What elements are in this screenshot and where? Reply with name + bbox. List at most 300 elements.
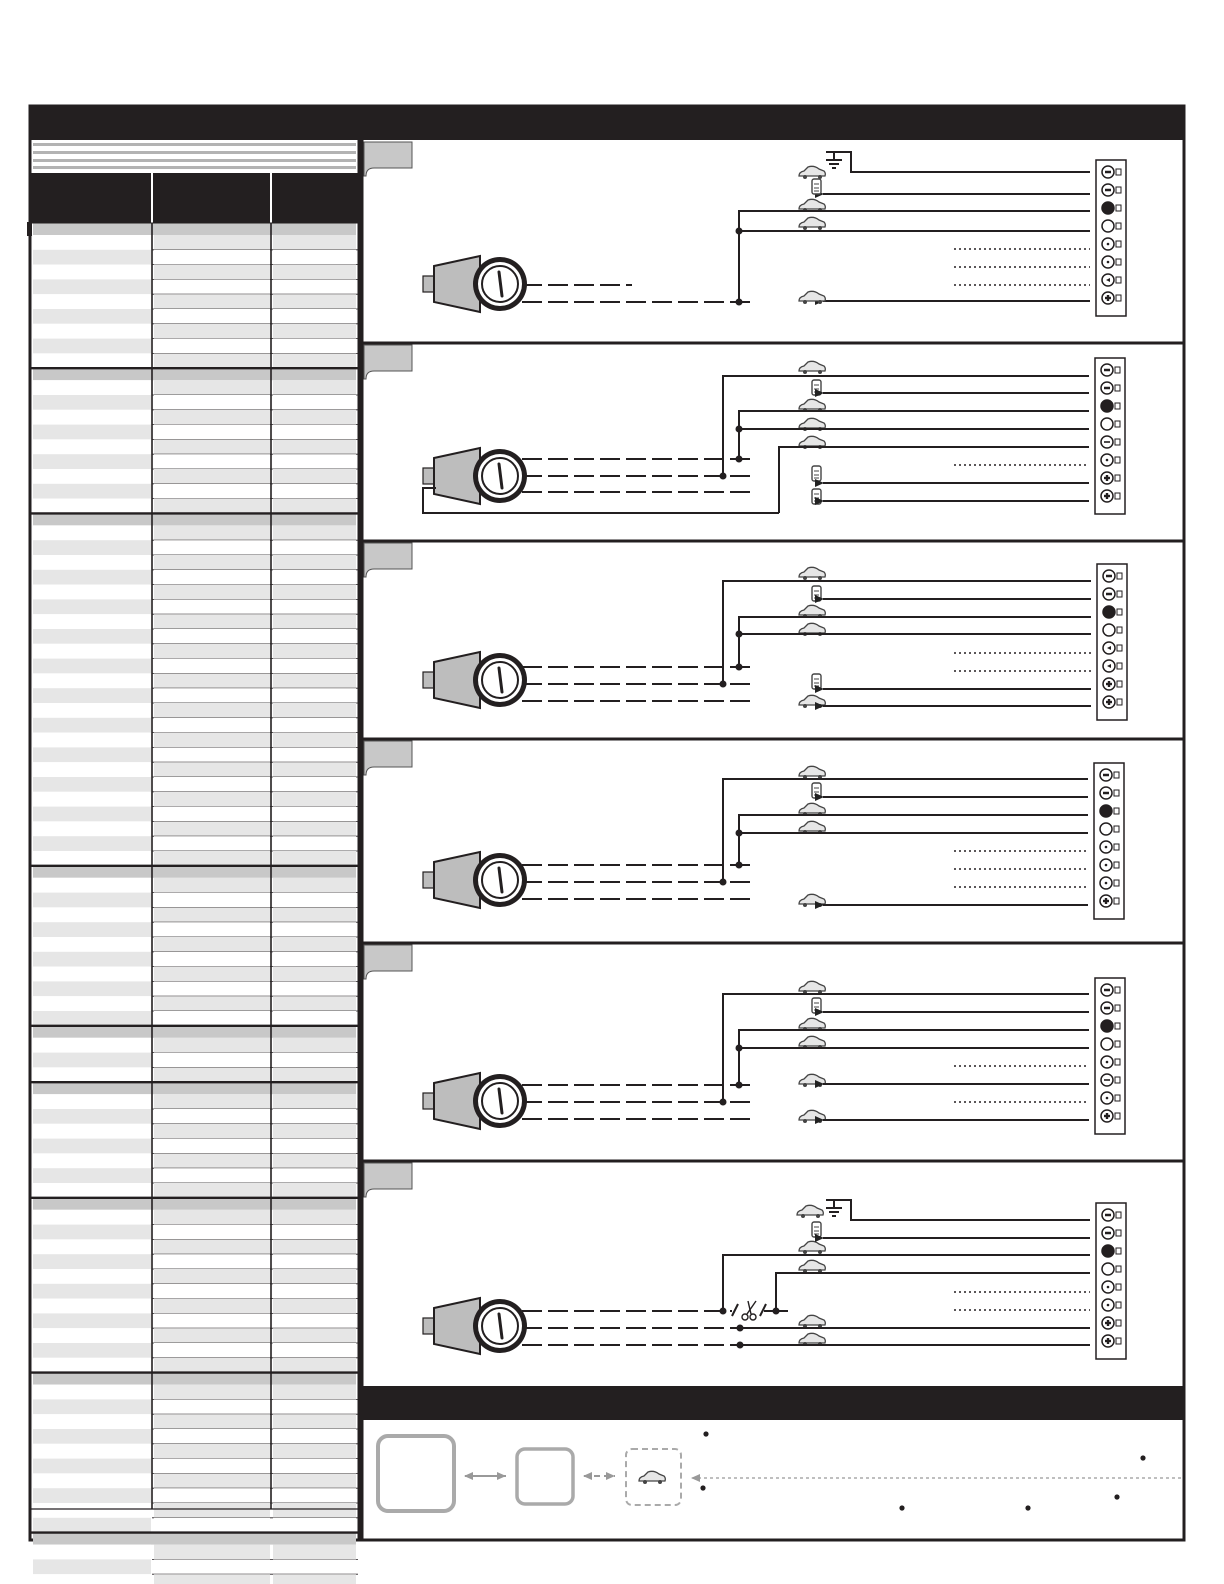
table-row	[33, 540, 151, 555]
remote-icon	[812, 466, 821, 481]
table-row	[33, 1444, 151, 1459]
table-row	[273, 324, 356, 339]
terminal-tab	[1115, 385, 1120, 391]
table-row	[33, 1038, 151, 1053]
terminal-tab	[1117, 591, 1122, 597]
wire	[723, 779, 1088, 883]
table-row	[33, 1254, 151, 1269]
panel-1	[364, 142, 1126, 316]
car-icon	[799, 418, 825, 428]
table-row	[33, 585, 151, 600]
splice-dot	[736, 299, 743, 306]
splice-dot	[736, 862, 743, 869]
table-row	[154, 967, 270, 982]
table-row	[154, 1559, 270, 1574]
splice-dot	[737, 1342, 744, 1349]
car-icon	[803, 226, 807, 230]
terminal-tab	[1116, 205, 1121, 211]
remote-icon	[812, 998, 821, 1013]
splice-dot	[720, 1099, 727, 1106]
table-row	[33, 469, 151, 484]
table-group-header	[33, 513, 356, 525]
table-row	[33, 1183, 151, 1198]
table-group-header	[33, 368, 356, 380]
table-row	[33, 425, 151, 440]
terminal-tab	[1115, 1023, 1120, 1029]
table-row	[154, 836, 270, 851]
table-row	[154, 1488, 270, 1503]
table-row	[33, 878, 151, 893]
car-icon	[799, 361, 825, 371]
terminal-tab	[1114, 826, 1119, 832]
table-row	[33, 1109, 151, 1124]
table-row	[154, 1011, 270, 1026]
terminal-tab	[1117, 627, 1122, 633]
table-row	[273, 733, 356, 748]
table-row	[33, 1139, 151, 1154]
table-row	[33, 718, 151, 733]
table-row	[273, 1518, 356, 1533]
car-icon	[799, 981, 825, 991]
table-row	[154, 484, 270, 499]
table-row	[33, 1429, 151, 1444]
table-row	[273, 659, 356, 674]
car-icon	[799, 217, 825, 227]
terminal-filled-icon	[1102, 202, 1114, 214]
car-icon	[818, 1119, 822, 1123]
table-row	[33, 1011, 151, 1026]
car-icon	[799, 695, 825, 705]
car-icon	[799, 1315, 825, 1325]
table-row	[273, 235, 356, 250]
table-row	[273, 922, 356, 937]
table-row	[154, 265, 270, 280]
remote-icon	[812, 489, 821, 504]
ground-wire	[826, 1200, 1090, 1220]
table-row	[154, 1545, 270, 1560]
car-icon	[799, 766, 825, 776]
car-icon	[799, 1241, 825, 1251]
table-row	[273, 1225, 356, 1240]
table-row	[33, 807, 151, 822]
terminal-tab	[1116, 1338, 1121, 1344]
cut-mark	[732, 1304, 738, 1316]
table-row	[33, 235, 151, 250]
terminal-tab	[1116, 1248, 1121, 1254]
table-row	[273, 981, 356, 996]
table-row	[33, 1574, 151, 1584]
terminal-icon	[1101, 418, 1113, 430]
table-group-header	[33, 866, 356, 878]
terminal-tab	[1117, 663, 1122, 669]
table-row	[33, 324, 151, 339]
bullet-dot	[1140, 1455, 1145, 1460]
splice-dot	[736, 1045, 743, 1052]
table-row	[154, 851, 270, 866]
left-table-header-bar	[30, 106, 359, 140]
splice-dot	[736, 830, 743, 837]
table-row	[33, 937, 151, 952]
table-row	[33, 484, 151, 499]
terminal-icon	[1100, 823, 1112, 835]
table-row	[33, 1358, 151, 1373]
table-row	[154, 1459, 270, 1474]
table-row	[33, 1313, 151, 1328]
wire	[739, 815, 1088, 866]
car-icon	[658, 1480, 662, 1484]
panel-tab	[364, 345, 412, 379]
table-row	[273, 1343, 356, 1358]
table-row	[33, 1459, 151, 1474]
table-row	[154, 762, 270, 777]
panel-tab	[364, 1163, 412, 1197]
table-row	[154, 1313, 270, 1328]
table-row	[273, 380, 356, 395]
diagram-panels	[362, 142, 1184, 1359]
table-row	[273, 1358, 356, 1373]
splice-dot	[736, 664, 743, 671]
table-row	[273, 1038, 356, 1053]
terminal-dot-icon	[1107, 1304, 1110, 1307]
bullet-dot	[1114, 1494, 1119, 1499]
table-row	[273, 1284, 356, 1299]
terminal-tab	[1114, 790, 1119, 796]
table-row	[154, 279, 270, 294]
panel-4	[362, 739, 1184, 919]
terminal-tab	[1115, 1041, 1120, 1047]
left-table	[27, 106, 359, 1584]
table-row	[33, 1053, 151, 1068]
table-group-header	[33, 223, 356, 235]
table-row	[33, 836, 151, 851]
car-icon	[797, 1205, 823, 1215]
table-row	[273, 1254, 356, 1269]
terminal-dot-icon	[1106, 459, 1109, 462]
table-row	[273, 792, 356, 807]
adapter-box	[517, 1449, 573, 1504]
car-icon	[799, 623, 825, 633]
table-row	[154, 747, 270, 762]
table-row	[273, 1473, 356, 1488]
car-icon	[799, 199, 825, 209]
left-table-stripes	[33, 143, 356, 169]
table-row	[33, 851, 151, 866]
table-row	[154, 309, 270, 324]
car-icon	[818, 1083, 822, 1087]
table-row	[273, 1269, 356, 1284]
table-row	[273, 439, 356, 454]
terminal-tab	[1116, 1320, 1121, 1326]
car-icon	[799, 1074, 825, 1084]
car-icon	[799, 1110, 825, 1120]
table-row	[154, 353, 270, 368]
table-row	[33, 1503, 151, 1518]
wire	[723, 1255, 1090, 1310]
terminal-tab	[1115, 475, 1120, 481]
terminal-dot-icon	[1105, 882, 1108, 885]
car-icon	[803, 1250, 807, 1254]
table-row	[273, 878, 356, 893]
terminal-dot-icon	[1105, 846, 1108, 849]
terminal-icon	[1102, 1263, 1114, 1275]
table-row	[33, 659, 151, 674]
table-group-header	[33, 1533, 356, 1545]
table-row	[33, 1284, 151, 1299]
table-row	[33, 792, 151, 807]
table-row	[154, 644, 270, 659]
table-row	[154, 1518, 270, 1533]
table-row	[154, 324, 270, 339]
table-row	[273, 718, 356, 733]
bullet-dot	[899, 1505, 904, 1510]
table-row	[273, 410, 356, 425]
table-row	[33, 777, 151, 792]
left-table-rows	[31, 223, 358, 1584]
table-row	[273, 599, 356, 614]
terminal-filled-icon	[1103, 606, 1115, 618]
table-group-header	[33, 1198, 356, 1210]
splice-dot	[736, 426, 743, 433]
table-row	[273, 540, 356, 555]
table-row	[154, 907, 270, 922]
terminal-tab	[1115, 493, 1120, 499]
table-row	[273, 279, 356, 294]
table-row	[273, 1559, 356, 1574]
wire	[739, 411, 1089, 460]
panel-6	[362, 1161, 1184, 1359]
terminal-dot-icon	[1107, 1286, 1110, 1289]
terminal-tab	[1115, 1095, 1120, 1101]
table-row	[33, 629, 151, 644]
table-row	[273, 1503, 356, 1518]
terminal-tab	[1115, 421, 1120, 427]
table-row	[154, 688, 270, 703]
table-row	[273, 893, 356, 908]
table-row	[273, 1210, 356, 1225]
table-row	[273, 1299, 356, 1314]
table-row	[154, 718, 270, 733]
table-row	[33, 1328, 151, 1343]
table-row	[273, 1239, 356, 1254]
table-row	[33, 907, 151, 922]
table-row	[154, 893, 270, 908]
terminal-tab	[1114, 862, 1119, 868]
table-row	[33, 1545, 151, 1560]
terminal-filled-icon	[1100, 805, 1112, 817]
table-row	[154, 821, 270, 836]
table-row	[273, 339, 356, 354]
remote-icon	[812, 179, 821, 194]
table-row	[33, 380, 151, 395]
table-row	[154, 410, 270, 425]
table-row	[154, 807, 270, 822]
table-group-header	[33, 1373, 356, 1385]
scissors-icon	[742, 1314, 748, 1320]
table-row	[154, 659, 270, 674]
wire	[779, 447, 1089, 513]
table-row	[273, 484, 356, 499]
table-row	[154, 1094, 270, 1109]
table-row	[273, 1399, 356, 1414]
table-row	[154, 294, 270, 309]
table-row	[33, 1385, 151, 1400]
car-icon	[799, 821, 825, 831]
table-row	[273, 1183, 356, 1198]
panel-3	[362, 541, 1184, 720]
table-row	[33, 1473, 151, 1488]
left-table-column-header	[30, 173, 359, 223]
table-row	[33, 1094, 151, 1109]
table-row	[33, 1559, 151, 1574]
splice-dot	[720, 1308, 727, 1315]
bullet-dot	[700, 1485, 705, 1490]
table-row	[154, 1109, 270, 1124]
table-row	[33, 981, 151, 996]
table-row	[33, 1414, 151, 1429]
bullet-dot	[703, 1431, 708, 1436]
table-row	[33, 1168, 151, 1183]
table-row	[273, 1444, 356, 1459]
terminal-tab	[1116, 223, 1121, 229]
table-row	[273, 1139, 356, 1154]
table-row	[273, 499, 356, 514]
car-icon	[799, 605, 825, 615]
table-row	[154, 599, 270, 614]
table-row	[273, 996, 356, 1011]
wire	[739, 1030, 1089, 1086]
table-row	[33, 1239, 151, 1254]
table-group-header	[33, 1026, 356, 1038]
car-icon	[818, 300, 822, 304]
table-row	[33, 1299, 151, 1314]
table-row	[154, 1503, 270, 1518]
terminal-tab	[1115, 1077, 1120, 1083]
table-row	[33, 1518, 151, 1533]
table-row	[33, 1488, 151, 1503]
splice-dot	[736, 631, 743, 638]
table-row	[154, 733, 270, 748]
table-row	[273, 967, 356, 982]
terminal-tab	[1115, 457, 1120, 463]
terminal-dot-icon	[1107, 243, 1110, 246]
car-icon	[799, 1333, 825, 1343]
footer-header-bar	[362, 1386, 1184, 1420]
table-row	[273, 644, 356, 659]
terminal-tab	[1114, 880, 1119, 886]
terminal-tab	[1114, 808, 1119, 814]
table-row	[33, 762, 151, 777]
terminal-tab	[1116, 259, 1121, 265]
table-row	[273, 614, 356, 629]
car-icon	[799, 894, 825, 904]
table-row	[154, 1225, 270, 1240]
table-row	[273, 629, 356, 644]
table-row	[154, 570, 270, 585]
table-row	[33, 1067, 151, 1082]
table-row	[273, 1545, 356, 1560]
table-row	[33, 673, 151, 688]
table-row	[154, 395, 270, 410]
table-row	[33, 1124, 151, 1139]
terminal-icon	[1102, 220, 1114, 232]
car-icon	[803, 300, 807, 304]
car-icon	[799, 1036, 825, 1046]
wire	[739, 211, 1090, 302]
terminal-tab	[1115, 987, 1120, 993]
remote-icon	[812, 1222, 821, 1237]
table-row	[33, 265, 151, 280]
table-row	[154, 777, 270, 792]
table-row	[154, 439, 270, 454]
wire	[776, 1273, 1090, 1310]
table-row	[154, 1284, 270, 1299]
table-row	[273, 1414, 356, 1429]
table-row	[154, 1139, 270, 1154]
car-icon	[643, 1480, 647, 1484]
terminal-dot-icon	[1106, 1061, 1109, 1064]
table-row	[154, 1328, 270, 1343]
remote-icon	[812, 783, 821, 798]
table-row	[154, 1269, 270, 1284]
terminal-tab	[1116, 1266, 1121, 1272]
table-row	[154, 1124, 270, 1139]
table-row	[273, 747, 356, 762]
table-row	[273, 807, 356, 822]
table-row	[154, 1239, 270, 1254]
car-icon	[799, 803, 825, 813]
table-row	[154, 585, 270, 600]
module-box	[378, 1436, 454, 1511]
terminal-tab	[1116, 187, 1121, 193]
table-row	[154, 454, 270, 469]
terminal-dot-icon	[1106, 1097, 1109, 1100]
car-icon	[803, 175, 807, 179]
car-icon	[803, 903, 807, 907]
table-row	[273, 673, 356, 688]
terminal-icon	[1101, 1038, 1113, 1050]
table-row	[33, 733, 151, 748]
terminal-tab	[1117, 573, 1122, 579]
table-row	[33, 922, 151, 937]
table-row	[33, 1269, 151, 1284]
table-row	[273, 1313, 356, 1328]
panel-2	[362, 343, 1184, 514]
wire	[723, 581, 1091, 684]
table-row	[154, 1385, 270, 1400]
table-row	[154, 952, 270, 967]
terminal-tab	[1117, 681, 1122, 687]
table-row	[154, 703, 270, 718]
terminal-tab	[1115, 1059, 1120, 1065]
panel-tab	[364, 741, 412, 775]
splice-dot	[736, 456, 743, 463]
ground-wire	[826, 152, 1090, 172]
table-row	[33, 570, 151, 585]
terminal-tab	[1115, 1005, 1120, 1011]
terminal-filled-icon	[1101, 400, 1113, 412]
table-row	[33, 1153, 151, 1168]
car-icon	[818, 576, 822, 580]
table-row	[154, 555, 270, 570]
table-row	[273, 1153, 356, 1168]
table-row	[154, 1183, 270, 1198]
table-row	[154, 1067, 270, 1082]
table-row	[273, 395, 356, 410]
terminal-tab	[1114, 772, 1119, 778]
table-row	[33, 952, 151, 967]
table-row	[33, 614, 151, 629]
splice-dot	[736, 228, 743, 235]
